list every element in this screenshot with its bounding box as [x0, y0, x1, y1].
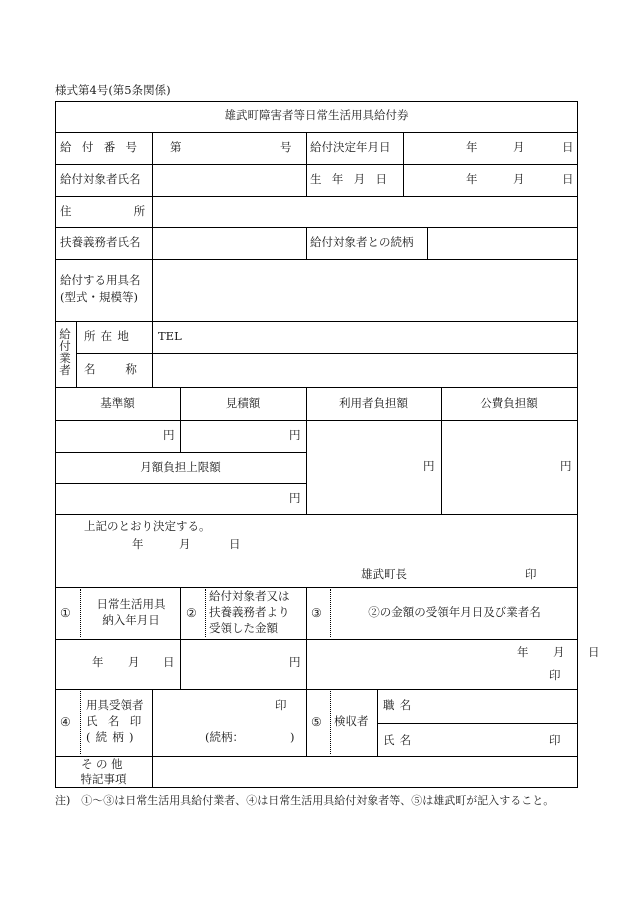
section-4-label-line1: 用具受領者: [86, 698, 144, 712]
section-1-month: 月: [128, 655, 140, 669]
section-1-year: 年: [92, 655, 104, 669]
decision-month: 月: [179, 537, 191, 551]
section-1-day: 日: [163, 655, 175, 669]
label-supplier-name: 名称: [84, 362, 167, 376]
birth-date-day: 日: [562, 172, 574, 186]
estimate-amount-yen: 円: [289, 428, 301, 442]
form-title: 雄武町障害者等日常生活用具給付券: [224, 108, 409, 122]
decision-year: 年: [132, 537, 144, 551]
section-5-title-label: 職名: [383, 698, 417, 712]
section-3-year: 年: [517, 645, 529, 659]
label-monthly-cap: 月額負担上限額: [140, 460, 221, 474]
label-supplier-group: 給付業者: [59, 327, 71, 378]
section-3-number: ③: [311, 606, 322, 620]
section-4-label-line3: (続柄): [86, 730, 139, 744]
section-3-label: ②の金額の受領年月日及び業者名: [368, 605, 541, 619]
header-user-burden: 利用者負担額: [339, 396, 408, 410]
decision-statement: 上記のとおり決定する。: [84, 519, 211, 533]
section-2-yen: 円: [289, 655, 301, 669]
label-relation-to-recipient: 給付対象者との続柄: [310, 235, 414, 249]
label-decision-date: 給付決定年月日: [310, 140, 391, 154]
label-address: 住所: [60, 204, 208, 218]
decision-date-month: 月: [513, 140, 525, 154]
standard-amount-yen: 円: [163, 428, 175, 442]
section-5-name-label: 氏名: [383, 733, 417, 747]
label-other: その他: [81, 757, 126, 771]
section-4-label-line2: 氏名印: [86, 714, 152, 728]
label-guardian-name: 扶養義務者氏名: [60, 235, 141, 249]
header-public-burden: 公費負担額: [480, 396, 538, 410]
section-2-label-line2: 扶養義務者より: [209, 605, 290, 619]
section-1-label-line1: 日常生活用具: [96, 597, 166, 611]
section-5-label: 検収者: [334, 714, 369, 728]
label-recipient-name: 給付対象者氏名: [60, 172, 141, 186]
section-3-day: 日: [588, 645, 600, 659]
section-3-seal: 印: [549, 668, 561, 682]
label-special-notes: 特記事項: [80, 772, 127, 786]
header-standard-amount: 基準額: [100, 396, 135, 410]
user-burden-yen: 円: [423, 459, 435, 473]
mayor-title: 雄武町長: [361, 567, 407, 581]
birth-date-year: 年: [466, 172, 478, 186]
monthly-cap-yen: 円: [289, 491, 301, 505]
section-3-month: 月: [553, 645, 565, 659]
footnote: 注) ①～③は日常生活用具給付業者、④は日常生活用具給付対象者等、⑤は雄武町が記入すること。: [55, 794, 555, 807]
label-item-name: 給付する用具名: [60, 273, 141, 287]
section-4-seal: 印: [275, 698, 287, 712]
benefit-number-prefix: 第: [170, 140, 182, 154]
label-item-spec: (型式・規模等): [60, 290, 138, 304]
section-4-relation-open: (続柄：: [205, 730, 244, 744]
section-4-number: ④: [60, 715, 71, 729]
section-4-relation-close: ): [290, 730, 295, 744]
decision-date-day: 日: [562, 140, 574, 154]
supplier-tel: TEL: [158, 329, 182, 343]
decision-date-year: 年: [466, 140, 478, 154]
label-supplier-location: 所在地: [84, 329, 135, 343]
section-5-number: ⑤: [311, 715, 322, 729]
section-2-label-line3: 受領した金額: [209, 621, 278, 635]
section-1-number: ①: [60, 606, 71, 620]
decision-day: 日: [229, 537, 241, 551]
header-estimate-amount: 見積額: [225, 396, 261, 410]
label-birth-date: 生年月日: [310, 172, 398, 186]
section-1-label-line2: 納入年月日: [102, 613, 160, 627]
section-2-label-line1: 給付対象者又は: [209, 589, 290, 603]
benefit-number-suffix: 号: [280, 140, 292, 154]
section-5-seal: 印: [549, 733, 561, 747]
public-burden-yen: 円: [560, 459, 572, 473]
birth-date-month: 月: [513, 172, 525, 186]
mayor-seal: 印: [525, 567, 537, 581]
form-number: 様式第4号(第5条関係): [55, 83, 171, 97]
section-2-number: ②: [186, 606, 197, 620]
label-benefit-number: 給付番号: [60, 140, 148, 154]
